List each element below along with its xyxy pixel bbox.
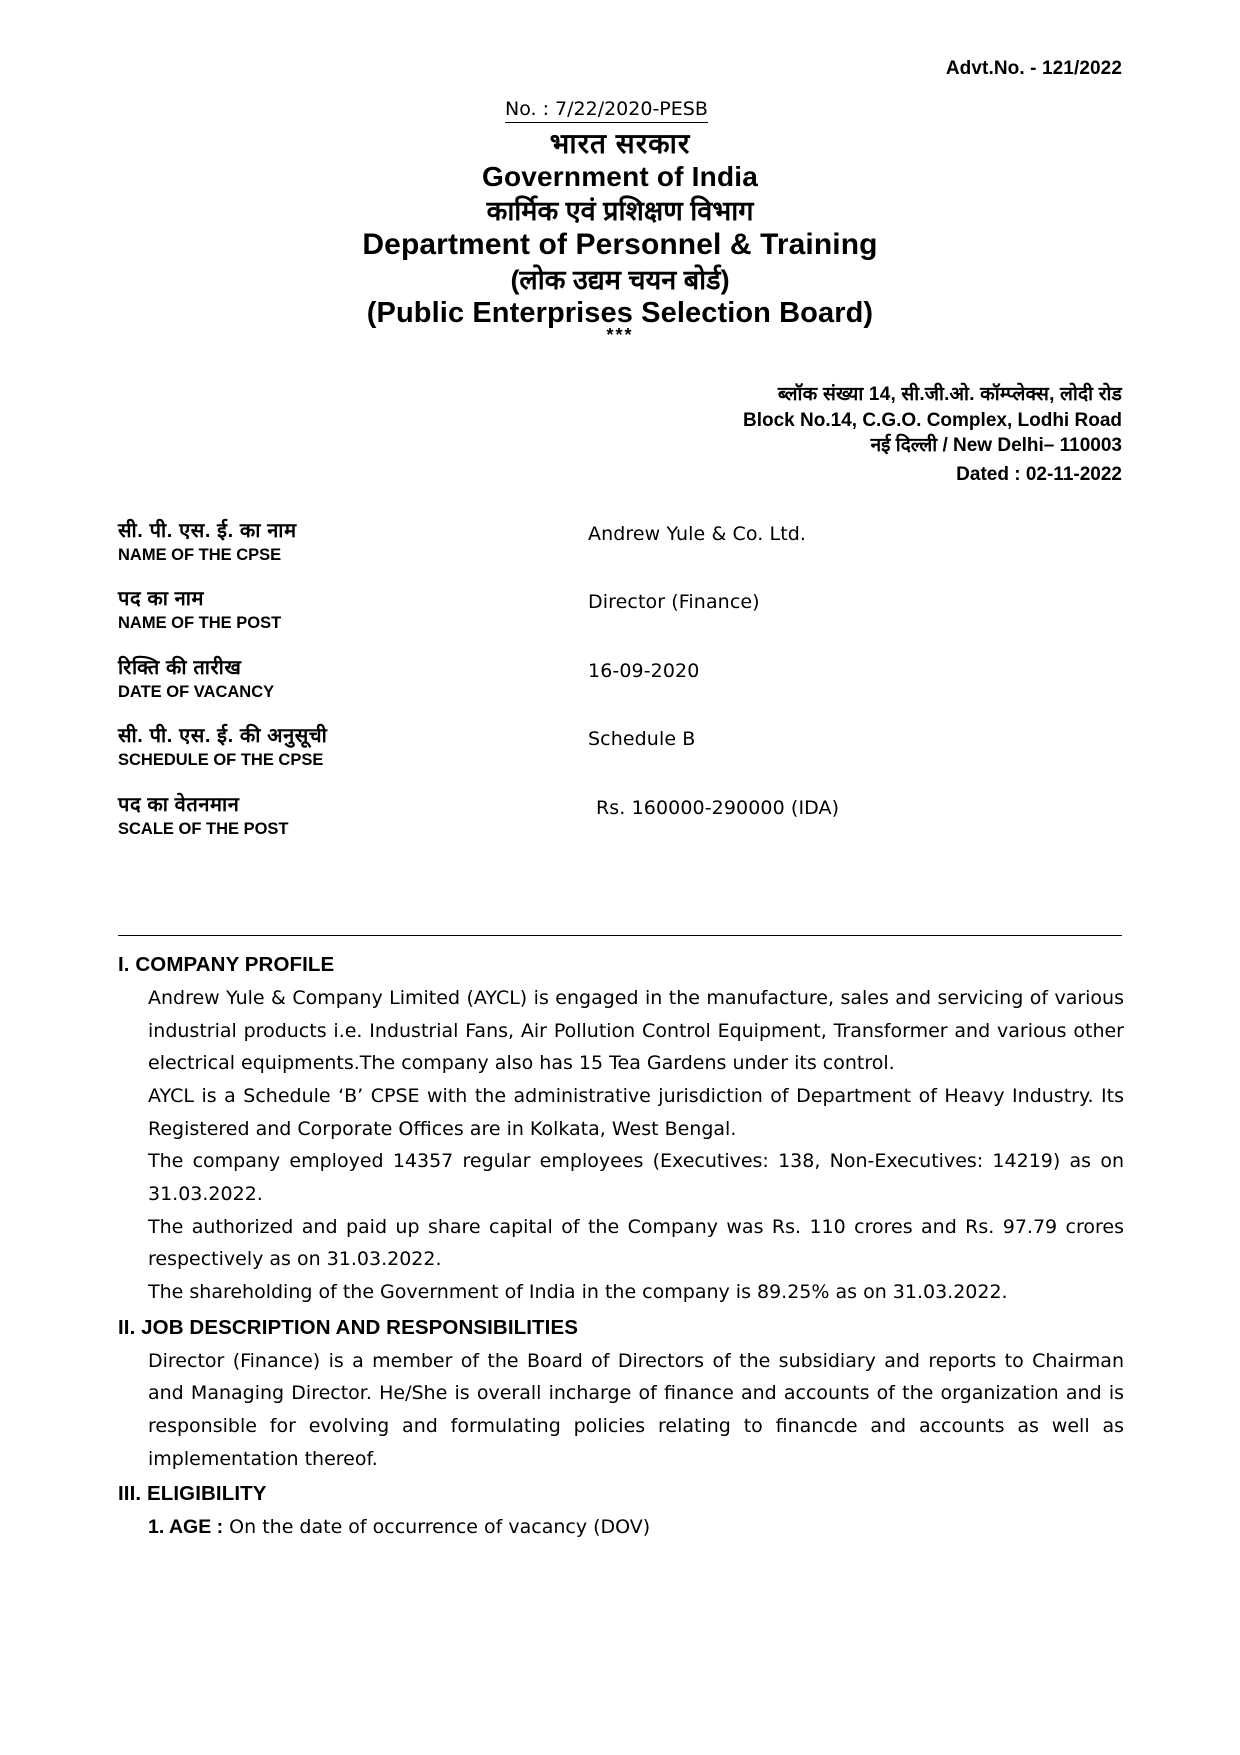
section-divider <box>118 935 1122 936</box>
board-name-hindi: (लोक उद्यम चयन बोर्ड) <box>510 264 730 295</box>
asterisk-separator: *** <box>606 325 634 346</box>
field-label-scale-of-post <box>118 793 588 840</box>
field-label-hindi: पद का नाम <box>118 588 205 611</box>
field-label-english: NAME OF THE CPSE <box>118 546 282 564</box>
government-name-hindi: भारत सरकार <box>549 128 691 159</box>
document-body <box>118 953 1124 1545</box>
advertisement-number: Advt.No. - 121/2022 <box>945 58 1122 79</box>
government-name-english: Government of India <box>481 161 759 193</box>
field-label-english: NAME OF THE POST <box>118 614 282 633</box>
field-value-cpse-name: Andrew Yule & Co. Ltd. <box>588 523 807 545</box>
department-name-hindi: कार्मिक एवं प्रशिक्षण विभाग <box>486 195 754 226</box>
field-row-schedule <box>118 724 1122 771</box>
field-label-date-of-vacancy <box>118 656 588 703</box>
file-number: No. : 7/22/2020-PESB <box>505 99 708 123</box>
field-row-date-of-vacancy <box>118 656 1122 703</box>
address-line-english: Block No.14, C.G.O. Complex, Lodhi Road <box>743 409 1122 431</box>
eligibility-age-text: On the date of occurrence of vacancy (DOV) <box>229 1516 651 1539</box>
field-label-english: SCALE OF THE POST <box>118 819 289 838</box>
section-heading-company-profile: I. COMPANY PROFILE <box>118 953 335 976</box>
field-row-scale-of-post <box>118 793 1122 840</box>
board-name-english: (Public Enterprises Selection Board) <box>366 296 874 329</box>
field-value-date-of-vacancy: 16-09-2020 <box>588 659 700 682</box>
field-value-schedule: Schedule B <box>588 728 696 751</box>
field-label-hindi: पद का वेतनमान <box>118 793 240 816</box>
field-row-cpse-name <box>118 519 1122 566</box>
company-profile-paragraph-5: The shareholding of the Government of India in the company is 89.25% as on 31.03.2022. <box>148 1281 1008 1304</box>
field-label-hindi: सी. पी. एस. ई. की अनुसूची <box>118 725 328 748</box>
masthead <box>0 128 1240 345</box>
field-label-english: SCHEDULE OF THE CPSE <box>118 751 324 770</box>
company-profile-paragraph-2: AYCL is a Schedule ‘B’ CPSE with the administrative jurisdiction of Department of Heavy Industry. Its Registered and Corporate Offices are in Kolkata, West Bengal. <box>148 1085 1124 1140</box>
field-value-scale-of-post: Rs. 160000-290000 (IDA) <box>596 796 840 819</box>
field-label-post-name <box>118 587 588 634</box>
company-profile-paragraph-4: The authorized and paid up share capital of the Company was Rs. 110 crores and Rs. 97.79 crores respectively as on 31.03.2022. <box>148 1215 1124 1271</box>
field-label-hindi: सी. पी. एस. ई. का नाम <box>118 520 297 542</box>
vacancy-details-table <box>118 519 1122 840</box>
field-label-schedule <box>118 724 588 771</box>
document-date: Dated : 02-11-2022 <box>956 463 1122 485</box>
company-profile-paragraph-1: Andrew Yule & Company Limited (AYCL) is engaged in the manufacture, sales and servicing of various industrial products i.e. Industrial Fans, Air Pollution Control Equipment, Transformer and various other electrical equipments.The company also has 15 Tea Gardens under its control. <box>148 987 1124 1075</box>
field-label-hindi: रिक्ति की तारीख <box>118 656 242 679</box>
department-name-english: Department of Personnel & Training <box>362 227 878 261</box>
field-value-post-name: Director (Finance) <box>588 591 760 614</box>
eligibility-age-line <box>148 1511 1124 1545</box>
company-profile-paragraph-3: The company employed 14357 regular employees (Executives: 138, Non-Executives: 14219) as on 31.03.2022. <box>148 1150 1124 1206</box>
field-row-post-name <box>118 587 1122 634</box>
section-heading-eligibility: III. ELIGIBILITY <box>118 1482 267 1506</box>
field-label-english: DATE OF VACANCY <box>118 682 275 701</box>
address-block <box>743 382 1122 488</box>
field-label-cpse-name <box>118 519 588 566</box>
eligibility-age-label: 1. AGE : <box>148 1516 224 1539</box>
section-heading-job-description: II. JOB DESCRIPTION AND RESPONSIBILITIES <box>118 1315 578 1339</box>
address-city-pin: नई दिल्ली / New Delhi– 110003 <box>870 435 1122 457</box>
address-line-hindi: ब्लॉक संख्या 14, सी.जी.ओ. कॉम्प्लेक्स, लोदी रोड <box>777 384 1122 405</box>
job-description-paragraph-1: Director (Finance) is a member of the Board of Directors of the subsidiary and reports to Chairman and Managing Director. He/She is overall incharge of finance and accounts of the organization and is responsible for evolving and formulating policies relating to financde and accounts as well as implementation thereof. <box>148 1349 1124 1470</box>
